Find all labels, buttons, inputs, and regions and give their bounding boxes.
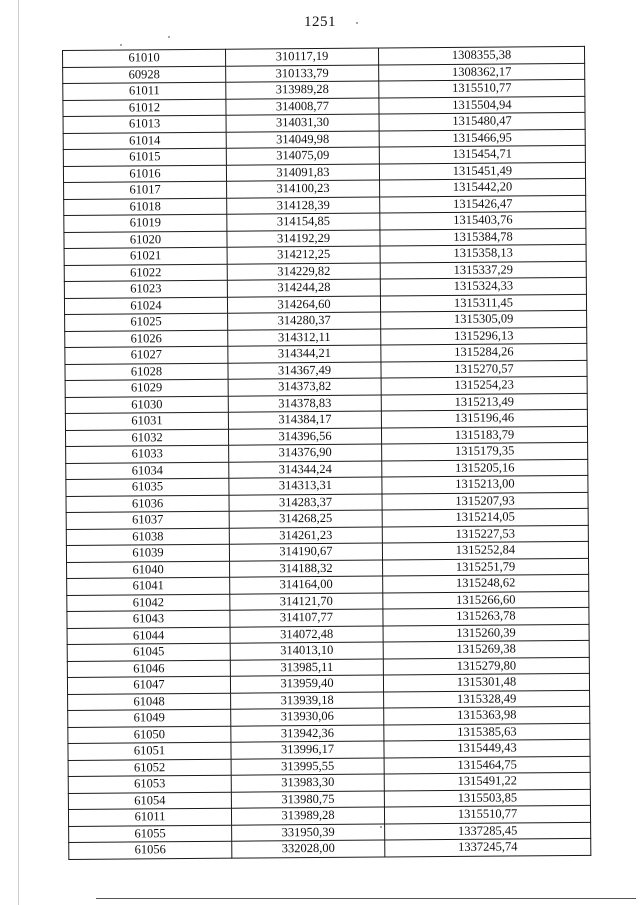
point-number-cell: 61022	[64, 264, 227, 282]
y-coordinate-cell: 1315305,09	[381, 310, 587, 328]
point-number-cell: 61010	[63, 49, 226, 67]
y-coordinate-cell: 1315284,26	[381, 343, 587, 361]
point-number-cell: 61034	[66, 462, 229, 480]
point-number-cell: 61056	[69, 841, 232, 859]
point-number-cell: 61015	[63, 148, 226, 166]
point-number-cell: 61012	[63, 99, 226, 117]
x-coordinate-cell: 314264,60	[227, 296, 380, 314]
x-coordinate-cell: 314091,83	[226, 164, 379, 182]
point-number-cell: 61042	[67, 594, 230, 612]
x-coordinate-cell: 314344,21	[228, 345, 381, 363]
point-number-cell: 61032	[65, 429, 228, 447]
x-coordinate-cell: 314229,82	[227, 263, 380, 281]
y-coordinate-cell: 1315403,76	[380, 211, 586, 229]
y-coordinate-cell: 1315464,75	[384, 756, 590, 774]
x-coordinate-cell: 314188,32	[230, 559, 383, 577]
point-number-cell: 61047	[67, 676, 230, 694]
y-coordinate-cell: 1315449,43	[384, 739, 590, 757]
point-number-cell: 61019	[64, 214, 227, 232]
x-coordinate-cell: 314313,31	[229, 477, 382, 495]
point-number-cell: 61038	[66, 528, 229, 546]
x-coordinate-cell: 313930,06	[231, 708, 384, 726]
y-coordinate-cell: 1315270,57	[381, 360, 587, 378]
x-coordinate-cell: 313980,75	[231, 790, 384, 808]
y-coordinate-cell: 1315504,94	[379, 96, 585, 114]
y-coordinate-cell: 1315227,53	[382, 525, 588, 543]
point-number-cell: 61051	[68, 742, 231, 760]
x-coordinate-cell: 314244,28	[227, 279, 380, 297]
point-number-cell: 61020	[64, 231, 227, 249]
point-number-cell: 60928	[63, 66, 226, 84]
point-number-cell: 61037	[66, 511, 229, 529]
x-coordinate-cell: 314192,29	[227, 230, 380, 248]
x-coordinate-cell: 314100,23	[227, 180, 380, 198]
y-coordinate-cell: 1315207,93	[382, 492, 588, 510]
point-number-cell: 61017	[64, 181, 227, 199]
point-number-cell: 61055	[69, 825, 232, 843]
x-coordinate-cell: 314075,09	[226, 147, 379, 165]
point-number-cell: 61046	[67, 660, 230, 678]
y-coordinate-cell: 1315451,49	[379, 162, 585, 180]
x-coordinate-cell: 314384,17	[228, 411, 381, 429]
x-coordinate-cell: 314268,25	[229, 510, 382, 528]
y-coordinate-cell: 1315213,00	[382, 475, 588, 493]
point-number-cell: 61011	[68, 808, 231, 826]
x-coordinate-cell: 331950,39	[232, 823, 385, 841]
y-coordinate-cell: 1315254,23	[381, 376, 587, 394]
point-number-cell: 61035	[66, 478, 229, 496]
x-coordinate-cell: 314072,48	[230, 625, 383, 643]
y-coordinate-cell: 1315503,85	[384, 789, 590, 807]
x-coordinate-cell: 313996,17	[231, 741, 384, 759]
x-coordinate-cell: 313995,55	[231, 757, 384, 775]
y-coordinate-cell: 1308362,17	[379, 63, 585, 81]
point-number-cell: 61040	[67, 561, 230, 579]
point-number-cell: 61041	[67, 577, 230, 595]
point-number-cell: 61024	[64, 297, 227, 315]
scan-left-edge	[18, 0, 19, 905]
y-coordinate-cell: 1337245,74	[385, 838, 591, 856]
y-coordinate-cell: 1315324,33	[380, 277, 586, 295]
y-coordinate-cell: 1315213,49	[381, 393, 587, 411]
x-coordinate-cell: 314373,82	[228, 378, 381, 396]
y-coordinate-cell: 1315385,63	[384, 723, 590, 741]
x-coordinate-cell: 314283,37	[229, 494, 382, 512]
y-coordinate-cell: 1315196,46	[381, 409, 587, 427]
x-coordinate-cell: 314261,23	[229, 526, 382, 544]
point-number-cell: 61044	[67, 627, 230, 645]
bottom-rule	[96, 898, 636, 899]
point-number-cell: 61011	[63, 82, 226, 100]
point-number-cell: 61014	[63, 132, 226, 150]
point-number-cell: 61016	[63, 165, 226, 183]
point-number-cell: 61036	[66, 495, 229, 513]
x-coordinate-cell: 314344,24	[229, 461, 382, 479]
y-coordinate-cell: 1315266,60	[383, 591, 589, 609]
point-number-cell: 61030	[65, 396, 228, 414]
point-number-cell: 61048	[68, 693, 231, 711]
y-coordinate-cell: 1315510,77	[379, 79, 585, 97]
point-number-cell: 61029	[65, 379, 228, 397]
x-coordinate-cell: 313985,11	[230, 658, 383, 676]
x-coordinate-cell: 314164,00	[230, 576, 383, 594]
point-number-cell: 61045	[67, 643, 230, 661]
y-coordinate-cell: 1315205,16	[382, 459, 588, 477]
x-coordinate-cell: 313983,30	[231, 774, 384, 792]
y-coordinate-cell: 1315260,39	[383, 624, 589, 642]
point-number-cell: 61023	[64, 280, 227, 298]
x-coordinate-cell: 314378,83	[228, 395, 381, 413]
point-number-cell: 61021	[64, 247, 227, 265]
x-coordinate-cell: 314212,25	[227, 246, 380, 264]
y-coordinate-cell: 1315328,49	[384, 690, 590, 708]
coordinates-table-body	[63, 46, 591, 859]
x-coordinate-cell: 314312,11	[228, 329, 381, 347]
x-coordinate-cell: 314013,10	[230, 642, 383, 660]
y-coordinate-cell: 1315263,78	[383, 607, 589, 625]
point-number-cell: 61031	[65, 412, 228, 430]
y-coordinate-cell: 1315311,45	[380, 294, 586, 312]
x-coordinate-cell: 310117,19	[225, 48, 378, 66]
x-coordinate-cell: 314396,56	[228, 428, 381, 446]
x-coordinate-cell: 314376,90	[229, 444, 382, 462]
x-coordinate-cell: 332028,00	[232, 840, 385, 858]
x-coordinate-cell: 314280,37	[228, 312, 381, 330]
point-number-cell: 61018	[64, 198, 227, 216]
x-coordinate-cell: 314367,49	[228, 362, 381, 380]
x-coordinate-cell: 313989,28	[231, 807, 384, 825]
point-number-cell: 61054	[68, 792, 231, 810]
x-coordinate-cell: 314008,77	[226, 98, 379, 116]
x-coordinate-cell: 314128,39	[227, 197, 380, 215]
y-coordinate-cell: 1315384,78	[380, 228, 586, 246]
point-number-cell: 61033	[66, 445, 229, 463]
x-coordinate-cell: 313939,18	[231, 691, 384, 709]
point-number-cell: 61039	[66, 544, 229, 562]
x-coordinate-cell: 310133,79	[226, 65, 379, 83]
x-coordinate-cell: 313942,36	[231, 724, 384, 742]
y-coordinate-cell: 1315426,47	[380, 195, 586, 213]
coordinates-table	[62, 46, 591, 860]
point-number-cell: 61053	[68, 775, 231, 793]
point-number-cell: 61027	[65, 346, 228, 364]
point-number-cell: 61052	[68, 759, 231, 777]
scan-speck	[356, 22, 358, 24]
y-coordinate-cell: 1315179,35	[382, 442, 588, 460]
point-number-cell: 61026	[65, 330, 228, 348]
y-coordinate-cell: 1315248,62	[383, 574, 589, 592]
y-coordinate-cell: 1315491,22	[384, 772, 590, 790]
y-coordinate-cell: 1315510,77	[384, 805, 590, 823]
x-coordinate-cell: 314190,67	[229, 543, 382, 561]
y-coordinate-cell: 1315301,48	[383, 673, 589, 691]
point-number-cell: 61050	[68, 726, 231, 744]
y-coordinate-cell: 1315269,38	[383, 640, 589, 658]
y-coordinate-cell: 1315480,47	[379, 112, 585, 130]
y-coordinate-cell: 1315358,13	[380, 244, 586, 262]
x-coordinate-cell: 313989,28	[226, 81, 379, 99]
y-coordinate-cell: 1337285,45	[385, 822, 591, 840]
scan-speck	[168, 36, 170, 38]
x-coordinate-cell: 314107,77	[230, 609, 383, 627]
y-coordinate-cell: 1315214,05	[382, 508, 588, 526]
table-row	[69, 838, 591, 859]
scan-speck	[120, 44, 122, 46]
y-coordinate-cell: 1315363,98	[384, 706, 590, 724]
point-number-cell: 61013	[63, 115, 226, 133]
y-coordinate-cell: 1315183,79	[381, 426, 587, 444]
x-coordinate-cell: 314154,85	[227, 213, 380, 231]
x-coordinate-cell: 314031,30	[226, 114, 379, 132]
y-coordinate-cell: 1315466,95	[379, 129, 585, 147]
y-coordinate-cell: 1315252,84	[382, 541, 588, 559]
x-coordinate-cell: 313959,40	[230, 675, 383, 693]
page-number: 1251	[304, 14, 336, 30]
y-coordinate-cell: 1315442,20	[380, 178, 586, 196]
y-coordinate-cell: 1315454,71	[379, 145, 585, 163]
point-number-cell: 61028	[65, 363, 228, 381]
x-coordinate-cell: 314121,70	[230, 592, 383, 610]
y-coordinate-cell: 1315279,80	[383, 657, 589, 675]
point-number-cell: 61043	[67, 610, 230, 628]
y-coordinate-cell: 1308355,38	[378, 46, 584, 64]
y-coordinate-cell: 1315251,79	[383, 558, 589, 576]
point-number-cell: 61049	[68, 709, 231, 727]
point-number-cell: 61025	[65, 313, 228, 331]
y-coordinate-cell: 1315296,13	[381, 327, 587, 345]
y-coordinate-cell: 1315337,29	[380, 261, 586, 279]
x-coordinate-cell: 314049,98	[226, 131, 379, 149]
